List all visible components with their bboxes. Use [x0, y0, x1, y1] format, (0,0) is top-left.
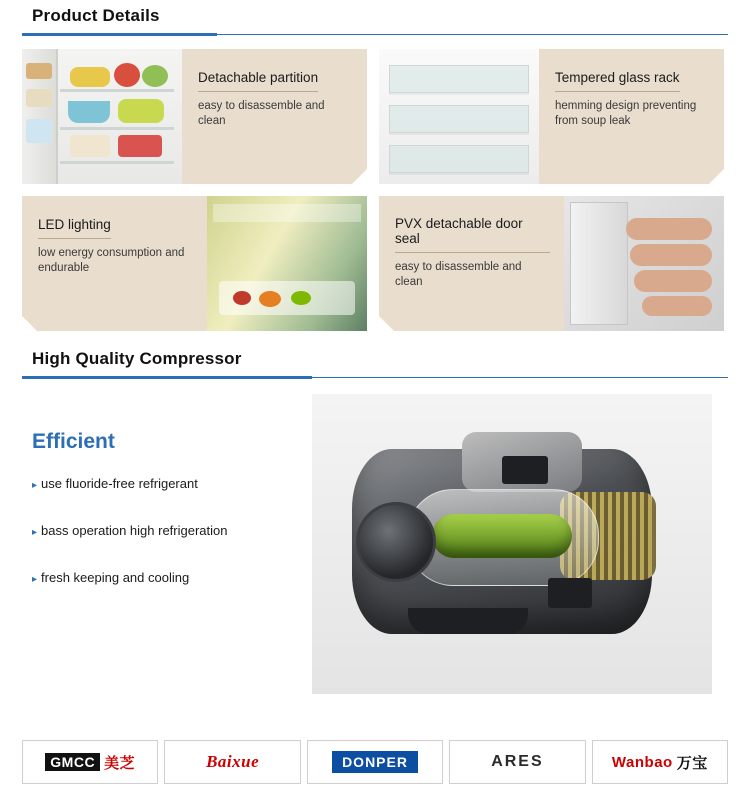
feature-row	[22, 49, 728, 184]
section-title-compressor: High Quality Compressor	[32, 349, 242, 368]
feature-desc: hemming design preventing from soup leak	[555, 100, 697, 127]
glass-rack-photo	[379, 49, 539, 184]
feature-card-tempered-glass-rack	[379, 49, 724, 184]
door-seal-hand-photo	[564, 196, 724, 331]
list-item-label: use fluoride-free refrigerant	[41, 476, 198, 491]
efficient-bullet-list	[22, 476, 312, 585]
feature-row	[22, 196, 728, 331]
corner-notch	[709, 168, 724, 184]
corner-notch	[379, 315, 394, 331]
feature-title: Tempered glass rack	[555, 70, 680, 92]
list-item	[32, 476, 312, 491]
fridge-interior-shelves-photo	[22, 49, 182, 184]
feature-card-led-lighting	[22, 196, 367, 331]
list-item-label: bass operation high refrigeration	[41, 523, 228, 538]
feature-desc: easy to disassemble and clean	[395, 261, 522, 288]
feature-text	[182, 49, 367, 184]
list-item-label: fresh keeping and cooling	[41, 570, 190, 585]
brand-logo-gmcc	[22, 740, 158, 784]
brand-name-cn: 万宝	[676, 753, 708, 772]
feature-title: LED lighting	[38, 217, 111, 239]
bullet-arrow-icon: ▸	[32, 480, 38, 491]
brand-mark: GMCC	[45, 753, 100, 771]
section-header-compressor	[22, 343, 728, 378]
feature-desc: easy to disassemble and clean	[198, 100, 325, 127]
feature-card-detachable-partition	[22, 49, 367, 184]
section-title-product-details: Product Details	[32, 6, 160, 25]
heading-rule-accent	[22, 376, 312, 379]
feature-card-pvx-door-seal	[379, 196, 724, 331]
brand-logo-strip	[22, 740, 728, 784]
efficient-heading: Efficient	[32, 430, 115, 453]
efficient-block	[22, 394, 312, 617]
feature-grid	[22, 49, 728, 331]
bullet-arrow-icon: ▸	[32, 574, 38, 585]
cutaway-compressor-photo	[312, 394, 712, 694]
feature-desc: low energy consumption and endurable	[38, 247, 185, 274]
feature-text	[379, 196, 564, 331]
brand-mark: DONPER	[332, 751, 418, 773]
section-header-product-details	[22, 0, 728, 35]
heading-rule-accent	[22, 33, 217, 36]
feature-text	[22, 196, 207, 331]
brand-mark: Wanbao	[611, 753, 673, 771]
brand-mark: ARES	[491, 753, 544, 770]
brand-logo-baixue	[164, 740, 300, 784]
list-item	[32, 570, 312, 585]
corner-notch	[22, 315, 37, 331]
brand-name-cn: 美芝	[104, 753, 136, 772]
compressor-section	[22, 394, 728, 694]
led-lit-interior-photo	[207, 196, 367, 331]
brand-mark: Baixue	[206, 752, 260, 771]
feature-text	[539, 49, 724, 184]
brand-logo-donper	[307, 740, 443, 784]
corner-notch	[352, 168, 367, 184]
list-item	[32, 523, 312, 538]
bullet-arrow-icon: ▸	[32, 527, 38, 538]
feature-title: Detachable partition	[198, 70, 318, 92]
brand-logo-ares	[449, 740, 585, 784]
brand-logo-wanbao	[592, 740, 728, 784]
feature-title: PVX detachable door seal	[395, 216, 550, 253]
